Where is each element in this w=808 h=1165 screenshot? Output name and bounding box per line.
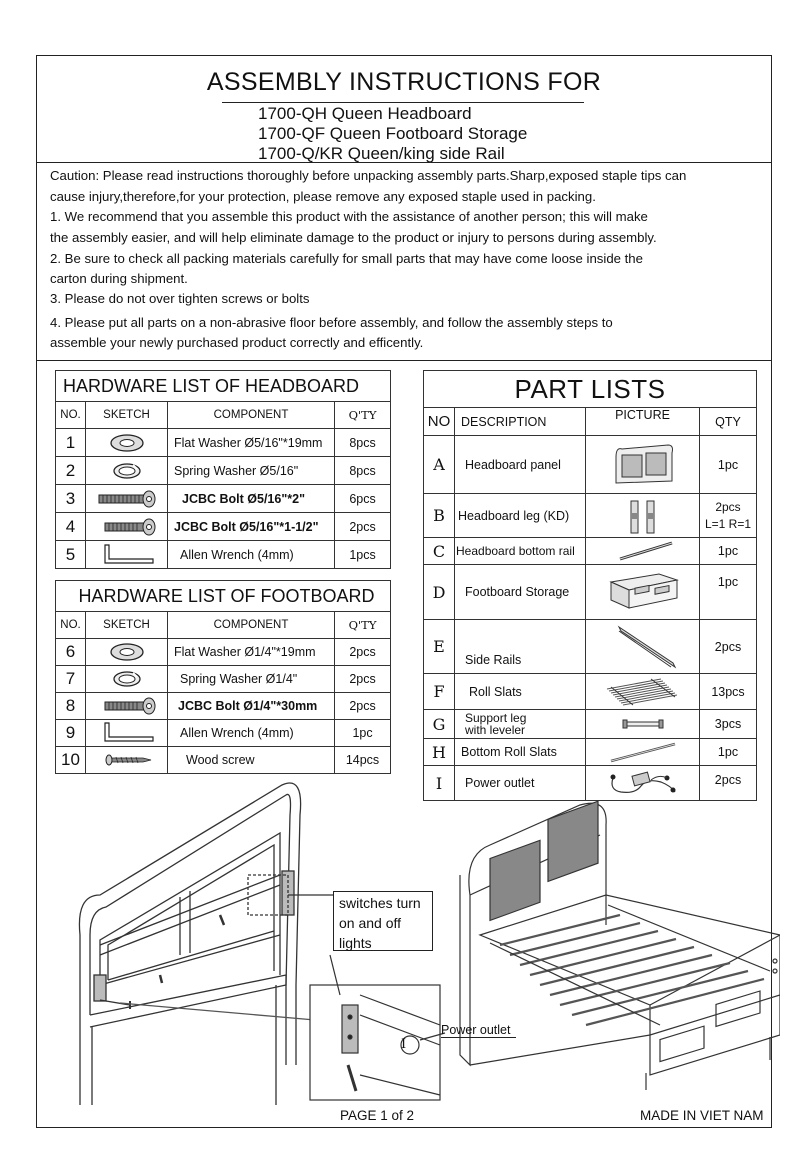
bolt-icon bbox=[86, 693, 168, 720]
part-desc bbox=[455, 710, 586, 739]
table-row bbox=[424, 620, 757, 674]
row-number: 2 bbox=[56, 457, 86, 485]
callout-line: on and off bbox=[339, 915, 402, 931]
table-row bbox=[56, 429, 391, 457]
row-letter: C bbox=[424, 538, 455, 565]
row-number: 5 bbox=[56, 541, 86, 569]
qty: 1pc bbox=[700, 739, 757, 766]
table-row bbox=[424, 739, 757, 766]
qty: 1pc bbox=[700, 436, 757, 494]
qty: 1pc bbox=[700, 565, 757, 620]
headboard-hardware-table bbox=[55, 370, 391, 569]
instruction-4a: 4. Please put all parts on a non-abrasive floor before assembly, and follow the assembly steps to bbox=[50, 315, 613, 330]
divider bbox=[36, 360, 772, 361]
part-desc: Headboard bottom rail bbox=[455, 538, 586, 565]
component: Flat Washer Ø1/4"*19mm bbox=[168, 639, 335, 666]
page-number: PAGE 1 of 2 bbox=[340, 1108, 415, 1123]
instruction-2b: carton during shipment. bbox=[50, 271, 188, 286]
component: Allen Wrench (4mm) bbox=[168, 720, 335, 747]
col-header: NO. bbox=[56, 402, 86, 429]
row-letter: A bbox=[424, 436, 455, 494]
part-desc: Bottom Roll Slats bbox=[455, 739, 586, 766]
outlet-marker: I bbox=[401, 1037, 407, 1052]
instruction-3: 3. Please do not over tighten screws or bolts bbox=[50, 291, 310, 306]
headboard-leg-icon bbox=[586, 494, 700, 538]
col-header: Q'TY bbox=[335, 402, 391, 429]
row-letter: H bbox=[424, 739, 455, 766]
side-rails-icon bbox=[586, 620, 700, 674]
component: Spring Washer Ø1/4" bbox=[168, 666, 335, 693]
table-row bbox=[56, 693, 391, 720]
row-number: 3 bbox=[56, 485, 86, 513]
roll-slats-icon bbox=[586, 674, 700, 710]
component: Wood screw bbox=[168, 747, 335, 774]
instruction-1b: the assembly easier, and will help eliminate damage to the product or injury to persons during assembly. bbox=[50, 230, 657, 245]
qty: 1pcs bbox=[335, 541, 391, 569]
col-header: NO. bbox=[56, 612, 86, 639]
bottom-slats-icon bbox=[586, 739, 700, 766]
switch-callout bbox=[333, 891, 433, 951]
allen-wrench-icon bbox=[86, 541, 168, 569]
component: JCBC Bolt Ø5/16"*1-1/2" bbox=[168, 513, 335, 541]
qty-detail: L=1 R=1 bbox=[704, 516, 752, 531]
model-line-3: 1700-Q/KR Queen/king side Rail bbox=[258, 144, 505, 163]
table-row bbox=[56, 457, 391, 485]
table-row bbox=[424, 674, 757, 710]
table-row bbox=[56, 513, 391, 541]
qty: 14pcs bbox=[335, 747, 391, 774]
spring-washer-icon bbox=[86, 457, 168, 485]
row-number: 9 bbox=[56, 720, 86, 747]
col-header: COMPONENT bbox=[168, 402, 335, 429]
col-header: PICTURE bbox=[586, 408, 700, 436]
row-letter: F bbox=[424, 674, 455, 710]
bed-drawing bbox=[460, 801, 780, 1090]
component: JCBC Bolt Ø5/16"*2" bbox=[168, 485, 335, 513]
instruction-1a: 1. We recommend that you assemble this product with the assistance of another person; this will make bbox=[50, 209, 648, 224]
row-letter: G bbox=[424, 710, 455, 739]
instruction-2a: 2. Be sure to check all packing materials carefully for small parts that may have come loose inside the bbox=[50, 251, 643, 266]
col-header: SKETCH bbox=[86, 612, 168, 639]
flat-washer-icon bbox=[86, 639, 168, 666]
table-row bbox=[56, 541, 391, 569]
col-header: Q'TY bbox=[335, 612, 391, 639]
footboard-hardware-table bbox=[55, 580, 391, 774]
detail-drawing bbox=[310, 955, 445, 1105]
model-line-2: 1700-QF Queen Footboard Storage bbox=[258, 124, 528, 143]
qty-total: 2pcs bbox=[715, 499, 741, 514]
table-row bbox=[424, 436, 757, 494]
qty: 1pc bbox=[700, 538, 757, 565]
support-leg-icon bbox=[586, 710, 700, 739]
row-number: 1 bbox=[56, 429, 86, 457]
power-outlet-label: Power outlet bbox=[441, 1023, 516, 1038]
part-desc: Headboard panel bbox=[455, 436, 586, 494]
component: Spring Washer Ø5/16" bbox=[168, 457, 335, 485]
part-desc: Footboard Storage bbox=[455, 565, 586, 620]
qty: 2pcs bbox=[335, 666, 391, 693]
caution-line-2: cause injury,therefore,for your protection, please remove any exposed staple used in packing. bbox=[50, 189, 596, 204]
table-title: HARDWARE LIST OF FOOTBOARD bbox=[56, 581, 391, 612]
headboard-panel-icon bbox=[586, 436, 700, 494]
qty: 2pcs bbox=[335, 693, 391, 720]
table-row bbox=[56, 639, 391, 666]
row-number: 7 bbox=[56, 666, 86, 693]
col-header: NO bbox=[424, 408, 455, 436]
qty: 13pcs bbox=[700, 674, 757, 710]
qty: 2pcs bbox=[335, 513, 391, 541]
model-line-1: 1700-QH Queen Headboard bbox=[258, 104, 472, 123]
component: JCBC Bolt Ø1/4"*30mm bbox=[168, 693, 335, 720]
part-desc: Side Rails bbox=[455, 620, 586, 674]
qty: 1pc bbox=[335, 720, 391, 747]
part-desc: Headboard leg (KD) bbox=[455, 494, 586, 538]
table-row bbox=[56, 485, 391, 513]
part-list-table bbox=[423, 370, 757, 801]
spring-washer-icon bbox=[86, 666, 168, 693]
col-header: QTY bbox=[700, 408, 757, 436]
bolt-icon bbox=[86, 513, 168, 541]
qty: 8pcs bbox=[335, 457, 391, 485]
row-letter: E bbox=[424, 620, 455, 674]
bolt-icon bbox=[86, 485, 168, 513]
part-desc-line: with leveler bbox=[465, 723, 526, 737]
component: Flat Washer Ø5/16"*19mm bbox=[168, 429, 335, 457]
caution-line-1: Caution: Please read instructions thoroughly before unpacking assembly parts.Sharp,exposed staple tips can bbox=[50, 168, 687, 183]
qty: 8pcs bbox=[335, 429, 391, 457]
callout-line: lights bbox=[339, 935, 372, 951]
table-row bbox=[424, 494, 757, 538]
row-number: 10 bbox=[56, 747, 86, 774]
col-header: SKETCH bbox=[86, 402, 168, 429]
bottom-rail-icon bbox=[586, 538, 700, 565]
flat-washer-icon bbox=[86, 429, 168, 457]
row-letter: B bbox=[424, 494, 455, 538]
row-number: 4 bbox=[56, 513, 86, 541]
qty: 2pcs bbox=[700, 620, 757, 674]
row-number: 6 bbox=[56, 639, 86, 666]
callout-line: switches turn bbox=[339, 895, 421, 911]
title-rule bbox=[222, 102, 584, 103]
row-letter: I bbox=[424, 766, 455, 801]
divider bbox=[36, 162, 772, 163]
qty: 2pcs bbox=[700, 766, 757, 801]
allen-wrench-icon bbox=[86, 720, 168, 747]
part-desc-line: Support leg bbox=[465, 711, 527, 725]
part-desc: Power outlet bbox=[455, 766, 586, 801]
col-header: DESCRIPTION bbox=[455, 408, 586, 436]
qty bbox=[700, 494, 757, 538]
table-row bbox=[56, 747, 391, 774]
page-title: ASSEMBLY INSTRUCTIONS FOR bbox=[206, 68, 602, 96]
wood-screw-icon bbox=[86, 747, 168, 774]
col-header: COMPONENT bbox=[168, 612, 335, 639]
row-number: 8 bbox=[56, 693, 86, 720]
made-in: MADE IN VIET NAM bbox=[640, 1108, 764, 1123]
footboard-storage-icon bbox=[586, 565, 700, 620]
table-row bbox=[56, 666, 391, 693]
qty: 2pcs bbox=[335, 639, 391, 666]
qty: 6pcs bbox=[335, 485, 391, 513]
table-row bbox=[424, 710, 757, 739]
row-letter: D bbox=[424, 565, 455, 620]
qty: 3pcs bbox=[700, 710, 757, 739]
part-desc: Roll Slats bbox=[455, 674, 586, 710]
table-row bbox=[56, 720, 391, 747]
table-title: PART LISTS bbox=[424, 371, 757, 408]
table-row bbox=[424, 538, 757, 565]
table-row bbox=[424, 565, 757, 620]
instruction-4b: assemble your newly purchased product correctly and efficently. bbox=[50, 335, 424, 350]
table-title: HARDWARE LIST OF HEADBOARD bbox=[56, 371, 391, 402]
component: Allen Wrench (4mm) bbox=[168, 541, 335, 569]
